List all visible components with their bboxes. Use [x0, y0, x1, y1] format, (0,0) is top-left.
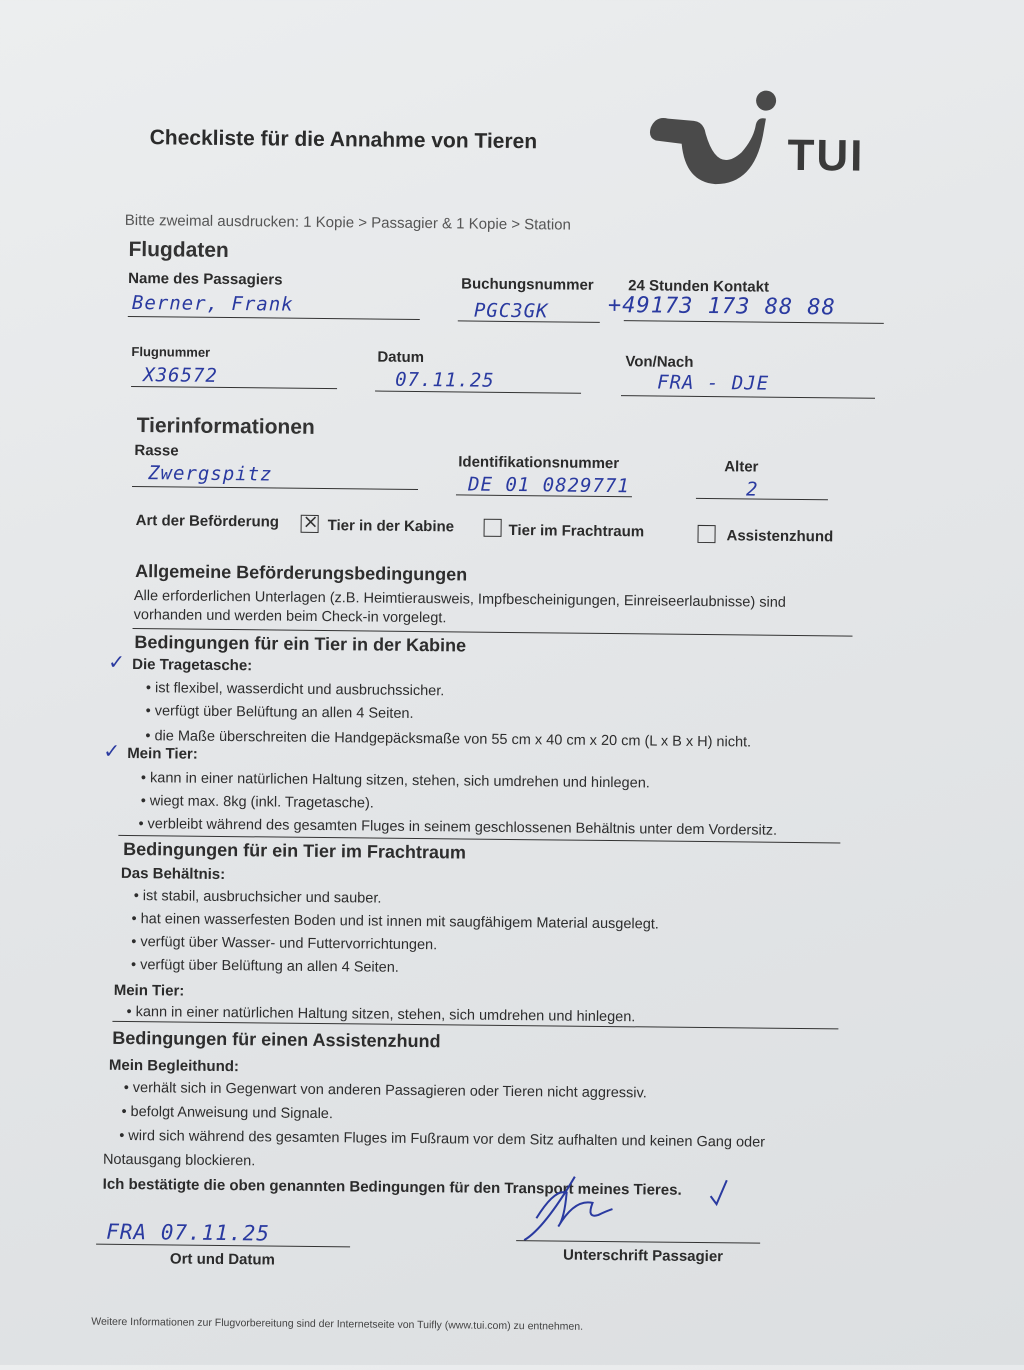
- signature-label: Unterschrift Passagier: [562, 1246, 724, 1266]
- transport-type-label: Art der Beförderung: [135, 512, 280, 531]
- tick-icon-pet: ✓: [103, 738, 121, 763]
- passenger-name-field[interactable]: Berner, Frank: [131, 292, 294, 316]
- assistance-dog-option-label: Assistenzhund: [726, 527, 834, 546]
- container-item-2: • hat einen wasserfesten Boden und ist innen mit saugfähigem Material ausgelegt.: [131, 911, 659, 933]
- section-heading-allgemein: Allgemeine Beförderungsbedingungen: [135, 561, 468, 585]
- cabin-option-label: Tier in der Kabine: [327, 517, 455, 536]
- place-date-field[interactable]: FRA 07.11.25: [106, 1219, 271, 1246]
- id-number-field[interactable]: DE 01 0829771: [467, 473, 630, 498]
- flight-number-label: Flugnummer: [131, 343, 211, 360]
- passenger-name-label: Name des Passagiers: [128, 269, 283, 289]
- container-item-4: • verfügt über Belüftung an allen 4 Seiten.: [130, 957, 399, 976]
- general-conditions-text-2: vorhanden und werden beim Check-in vorgelegt.: [133, 607, 447, 627]
- bag-item-3: • die Maße überschreiten die Handgepäcksmaße von 55 cm x 40 cm x 20 cm (L x B x H) nicht.: [145, 728, 752, 751]
- breed-field[interactable]: Zwergspitz: [148, 462, 273, 486]
- breed-line: [132, 486, 418, 490]
- place-date-line: [96, 1244, 350, 1248]
- section-heading-assistenz: Bedingungen für einen Assistenzhund: [112, 1027, 441, 1052]
- tick-icon-bag: ✓: [108, 649, 126, 674]
- age-label: Alter: [724, 458, 759, 476]
- date-label: Datum: [377, 348, 425, 367]
- section-heading-kabine: Bedingungen für ein Tier in der Kabine: [134, 632, 467, 656]
- passenger-name-line: [128, 316, 420, 320]
- section-heading-fracht: Bedingungen für ein Tier im Frachtraum: [123, 838, 467, 863]
- booking-number-field[interactable]: PGC3GK: [473, 299, 549, 323]
- date-line: [375, 391, 581, 394]
- bag-subheading: Die Tragetasche:: [132, 656, 253, 675]
- container-item-3: • verfügt über Wasser- und Futtervorrichtungen.: [131, 934, 438, 954]
- tui-logo-text: TUI: [787, 130, 865, 181]
- cargo-checkbox[interactable]: [484, 519, 502, 537]
- age-field[interactable]: 2: [745, 478, 759, 501]
- contact-field[interactable]: +49173 173 88 88: [607, 292, 836, 321]
- assistance-item-2: • befolgt Anweisung und Signale.: [121, 1103, 334, 1123]
- cabin-pet-item-1: • kann in einer natürlichen Haltung sitzen, stehen, sich umdrehen und hinlegen.: [140, 770, 650, 792]
- cabin-pet-subheading: Mein Tier:: [127, 744, 198, 763]
- bag-item-2: • verfügt über Belüftung an allen 4 Seiten.: [145, 703, 414, 722]
- section-heading-tierinformationen: Tierinformationen: [136, 414, 315, 439]
- bag-item-1: • ist flexibel, wasserdicht und ausbruchssicher.: [145, 680, 445, 700]
- route-line: [621, 395, 875, 399]
- footer-info: Weitere Informationen zur Flugvorbereitung sind der Internetseite von Tuifly (www.tui.com) zu entnehmen.: [91, 1315, 584, 1333]
- general-conditions-text-1: Alle erforderlichen Unterlagen (z.B. Heimtierausweis, Impfbescheinigungen, Einreiseerlaubnisse) sind: [133, 588, 786, 611]
- assistance-dog-checkbox[interactable]: [697, 525, 715, 543]
- id-number-label: Identifikationsnummer: [458, 453, 620, 473]
- breed-label: Rasse: [134, 442, 179, 460]
- confirmation-text: Ich bestätigte die oben genannten Bedingungen für den Transport meines Tieres.: [102, 1175, 682, 1199]
- route-field[interactable]: FRA - DJE: [657, 371, 770, 395]
- assistance-item-3-continued: Notausgang blockieren.: [102, 1151, 256, 1170]
- cargo-option-label: Tier im Frachtraum: [508, 521, 645, 541]
- age-line: [696, 498, 828, 500]
- contact-label: 24 Stunden Kontakt: [628, 277, 770, 296]
- cabin-pet-item-2: • wiegt max. 8kg (inkl. Tragetasche).: [140, 793, 374, 812]
- booking-number-label: Buchungsnummer: [461, 275, 594, 294]
- cabin-pet-item-3: • verbleibt während des gesamten Fluges in seinem geschlossenen Behältnis unter dem Vordersitz.: [138, 816, 778, 839]
- cargo-pet-item-1: • kann in einer natürlichen Haltung sitzen, stehen, sich umdrehen und hinlegen.: [126, 1003, 636, 1026]
- signature-mark[interactable]: [514, 1168, 735, 1250]
- assistance-item-1: • verhält sich in Gegenwart von anderen Passagieren oder Tieren nicht aggressiv.: [123, 1079, 647, 1102]
- cargo-pet-subheading: Mein Tier:: [113, 981, 185, 1000]
- print-instruction: Bitte zweimal ausdrucken: 1 Kopie > Passagier & 1 Kopie > Station: [124, 211, 571, 234]
- assistance-item-3: • wird sich während des gesamten Fluges im Fußraum vor dem Sitz aufhalten und keinen Gang oder: [119, 1127, 766, 1151]
- flight-number-field[interactable]: X36572: [143, 364, 218, 387]
- flight-number-line: [131, 386, 337, 389]
- section-heading-flugdaten: Flugdaten: [128, 237, 229, 263]
- page-title: Checkliste für die Annahme von Tieren: [149, 126, 538, 154]
- booking-number-line: [458, 320, 600, 322]
- container-subheading: Das Behältnis:: [120, 864, 226, 884]
- place-date-label: Ort und Datum: [169, 1250, 276, 1269]
- contact-line: [624, 320, 884, 324]
- route-label: Von/Nach: [625, 353, 694, 371]
- date-field[interactable]: 07.11.25: [395, 368, 495, 392]
- assistance-dog-subheading: Mein Begleithund:: [108, 1056, 240, 1076]
- container-item-1: • ist stabil, ausbruchsicher und sauber.: [133, 888, 382, 907]
- cabin-checkbox[interactable]: [301, 515, 319, 533]
